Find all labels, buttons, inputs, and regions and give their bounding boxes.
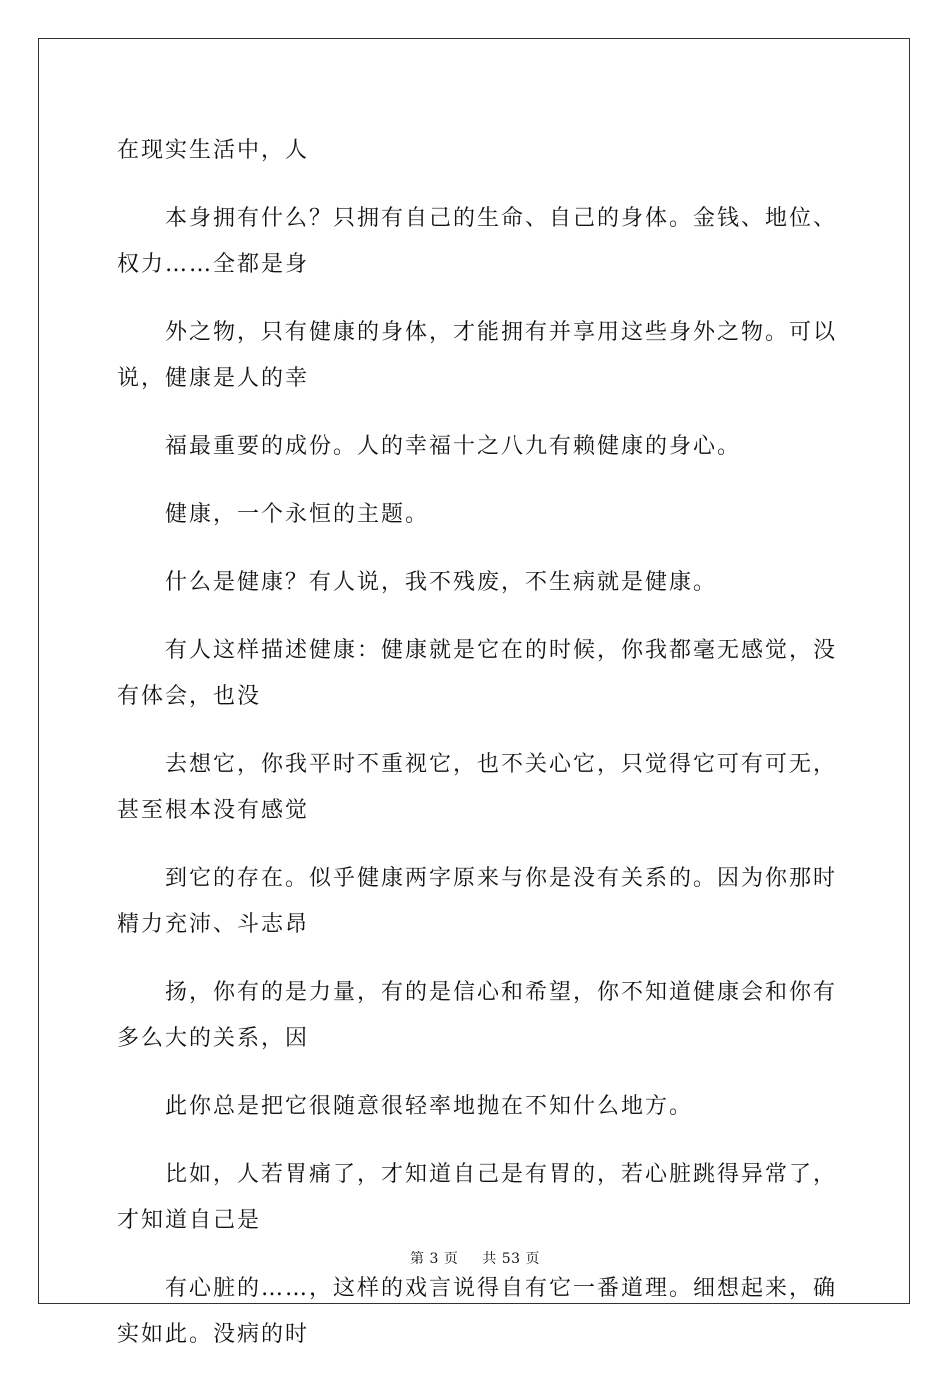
paragraph: 有人这样描述健康：健康就是它在的时候，你我都毫无感觉，没有体会，也没 <box>117 638 838 709</box>
paragraph: 比如，人若胃痛了，才知道自己是有胃的，若心脏跳得异常了，才知道自己是 <box>117 1162 838 1233</box>
paragraph: 到它的存在。似乎健康两字原来与你是没有关系的。因为你那时精力充沛、斗志昂 <box>117 866 838 937</box>
document-body <box>117 128 837 1380</box>
page-footer <box>0 1248 950 1268</box>
paragraph: 有心脏的……，这样的戏言说得自有它一番道理。细想起来，确实如此。没病的时 <box>117 1276 838 1347</box>
paragraph: 福最重要的成份。人的幸福十之八九有赖健康的身心。 <box>165 434 742 459</box>
paragraph: 此你总是把它很随意很轻率地抛在不知什么地方。 <box>165 1094 694 1119</box>
paragraph: 外之物，只有健康的身体，才能拥有并享用这些身外之物。可以说，健康是人的幸 <box>117 320 838 391</box>
page-number: 第 3 页 <box>410 1251 459 1267</box>
page-total: 共 53 页 <box>482 1251 540 1267</box>
paragraph: 扬，你有的是力量，有的是信心和希望，你不知道健康会和你有多么大的关系，因 <box>117 980 838 1051</box>
paragraph: 去想它，你我平时不重视它，也不关心它，只觉得它可有可无，甚至根本没有感觉 <box>117 752 838 823</box>
paragraph: 本身拥有什么？只拥有自己的生命、自己的身体。金钱、地位、权力……全都是身 <box>117 206 838 277</box>
paragraph: 什么是健康？有人说，我不残废，不生病就是健康。 <box>165 570 718 595</box>
paragraph: 健康，一个永恒的主题。 <box>165 502 430 527</box>
paragraph: 在现实生活中，人 <box>117 138 310 163</box>
